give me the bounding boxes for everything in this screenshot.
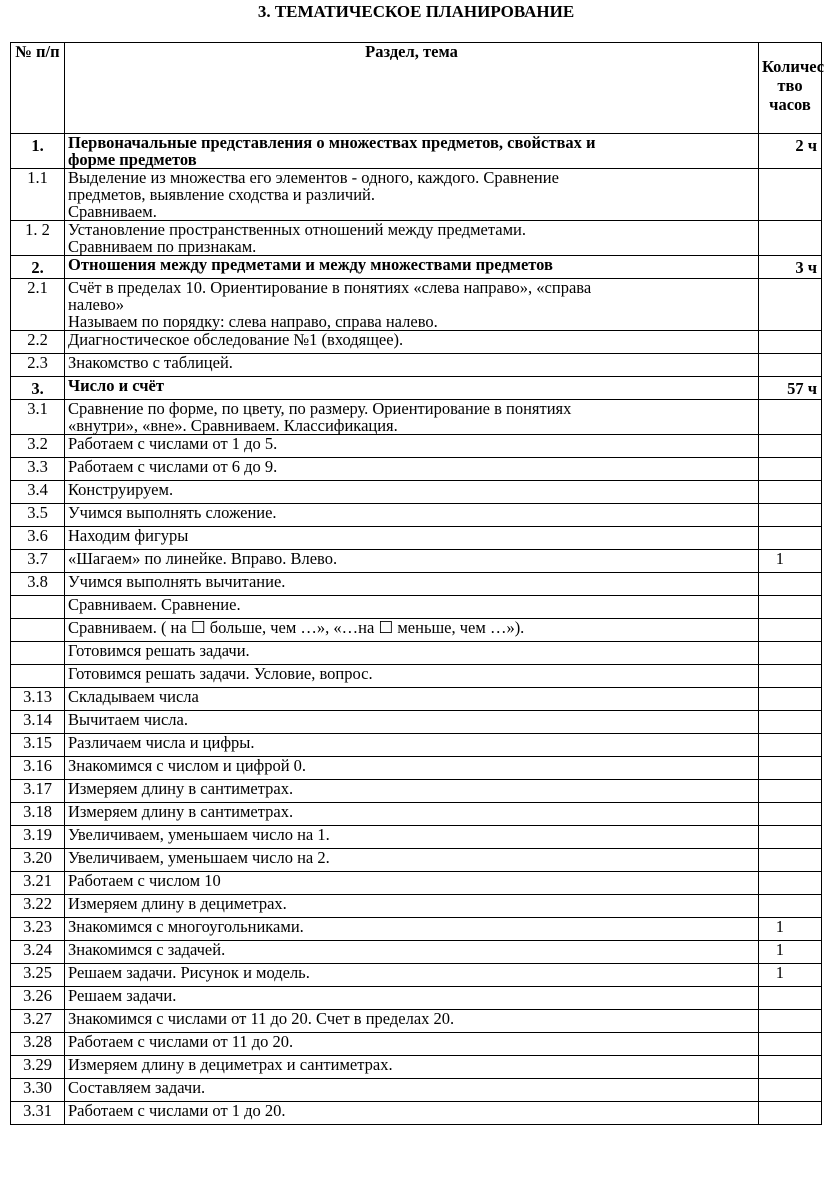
table-row (11, 941, 822, 964)
row-number: 1.1 (11, 169, 65, 221)
row-topic (65, 665, 759, 688)
row-hours (759, 331, 822, 354)
row-topic (65, 481, 759, 504)
row-hours (759, 803, 822, 826)
row-number: 3.28 (11, 1033, 65, 1056)
header-number-line: п/п (36, 42, 60, 61)
row-topic-line: Сравниваем по признакам. (68, 237, 257, 256)
row-hours (759, 1056, 822, 1079)
table-row (11, 987, 822, 1010)
row-hours (759, 734, 822, 757)
row-number: 3.6 (11, 527, 65, 550)
row-hours (759, 169, 822, 221)
row-topic-line: налево» (68, 295, 125, 314)
row-hours: 1 (759, 550, 822, 573)
row-topic-line: Отношения между предметами и между множествами предметов (68, 255, 553, 274)
row-topic-line: Счёт в пределах 10. Ориентирование в понятиях «слева направо», «справа (68, 278, 592, 297)
table-row (11, 1056, 822, 1079)
row-number: 3.30 (11, 1079, 65, 1102)
row-topic (65, 918, 759, 941)
row-number: 3.21 (11, 872, 65, 895)
row-topic (65, 279, 759, 331)
row-number: 3.31 (11, 1102, 65, 1125)
row-topic (65, 1102, 759, 1125)
row-hours (759, 1010, 822, 1033)
row-topic-line: Сравнение по форме, по цвету, по размеру. Ориентирование в понятиях (68, 399, 572, 418)
row-topic (65, 849, 759, 872)
row-number (11, 619, 65, 642)
row-topic-line: Работаем с числами от 1 до 5. (68, 434, 278, 453)
table-row (11, 573, 822, 596)
row-topic-line: Решаем задачи. (68, 986, 177, 1005)
row-number: 3.23 (11, 918, 65, 941)
row-number: 3.25 (11, 964, 65, 987)
row-hours: 57 ч (759, 377, 822, 400)
row-hours (759, 400, 822, 435)
row-topic-line: Сравниваем. (68, 202, 157, 221)
row-topic (65, 895, 759, 918)
table-row (11, 918, 822, 941)
row-topic (65, 400, 759, 435)
row-number: 3.4 (11, 481, 65, 504)
row-number: 3.16 (11, 757, 65, 780)
row-topic (65, 354, 759, 377)
row-hours (759, 711, 822, 734)
row-topic-line: Решаем задачи. Рисунок и модель. (68, 963, 310, 982)
table-row (11, 527, 822, 550)
row-topic (65, 1056, 759, 1079)
row-topic (65, 826, 759, 849)
row-number: 3.18 (11, 803, 65, 826)
header-hours-line: часов (769, 95, 811, 114)
row-topic (65, 527, 759, 550)
row-topic-line: Первоначальные представления о множествах предметов, свойствах и (68, 133, 596, 152)
row-topic (65, 872, 759, 895)
table-row (11, 1033, 822, 1056)
table-row (11, 279, 822, 331)
table-row (11, 550, 822, 573)
row-hours (759, 596, 822, 619)
row-topic-line: Учимся выполнять вычитание. (68, 572, 286, 591)
row-number: 2. (11, 256, 65, 279)
table-row (11, 481, 822, 504)
row-number: 3.2 (11, 435, 65, 458)
row-hours (759, 1102, 822, 1125)
table-row (11, 688, 822, 711)
row-number: 3.1 (11, 400, 65, 435)
row-hours: 2 ч (759, 134, 822, 169)
table-row (11, 734, 822, 757)
row-hours (759, 481, 822, 504)
row-topic-line: Измеряем длину в дециметрах. (68, 894, 287, 913)
header-topic: Раздел, тема (65, 43, 759, 134)
table-row (11, 458, 822, 481)
section-row (11, 256, 822, 279)
row-topic-line: Находим фигуры (68, 526, 189, 545)
row-number: 3.15 (11, 734, 65, 757)
row-topic-line: Конструируем. (68, 480, 174, 499)
row-topic-line: Работаем с числами от 11 до 20. (68, 1032, 294, 1051)
row-number: 3.14 (11, 711, 65, 734)
row-topic (65, 1033, 759, 1056)
row-topic (65, 757, 759, 780)
row-hours (759, 221, 822, 256)
row-hours (759, 780, 822, 803)
row-hours (759, 826, 822, 849)
row-topic-line: Готовимся решать задачи. (68, 641, 250, 660)
row-topic-line: Складываем числа (68, 687, 199, 706)
row-number: 2.2 (11, 331, 65, 354)
table-row (11, 1079, 822, 1102)
row-topic (65, 619, 759, 642)
table-row (11, 169, 822, 221)
table-row (11, 665, 822, 688)
table-row (11, 895, 822, 918)
row-hours: 1 (759, 964, 822, 987)
row-number: 3.27 (11, 1010, 65, 1033)
row-number: 3.24 (11, 941, 65, 964)
row-topic (65, 688, 759, 711)
row-hours (759, 872, 822, 895)
row-hours (759, 987, 822, 1010)
row-topic-line: Готовимся решать задачи. Условие, вопрос. (68, 664, 373, 683)
row-hours (759, 642, 822, 665)
header-hours-line: тво (777, 76, 803, 95)
page-title: 3. ТЕМАТИЧЕСКОЕ ПЛАНИРОВАНИЕ (257, 2, 575, 21)
row-topic-line: Знакомимся с числом и цифрой 0. (68, 756, 307, 775)
table-row (11, 1010, 822, 1033)
row-topic (65, 504, 759, 527)
header-number (11, 43, 65, 134)
row-hours (759, 688, 822, 711)
row-topic (65, 803, 759, 826)
row-topic (65, 134, 759, 169)
row-number: 3.17 (11, 780, 65, 803)
row-topic-line: Вычитаем числа. (68, 710, 188, 729)
row-topic (65, 642, 759, 665)
table-row (11, 400, 822, 435)
row-number: 3.8 (11, 573, 65, 596)
table-row (11, 964, 822, 987)
row-topic (65, 1010, 759, 1033)
row-topic-line: «Шагаем» по линейке. Вправо. Влево. (68, 549, 338, 568)
row-topic (65, 169, 759, 221)
row-hours: 1 (759, 918, 822, 941)
row-topic (65, 987, 759, 1010)
row-topic-line: Сравниваем. ( на ☐ больше, чем …», «…на ☐ меньше, чем …»). (68, 618, 525, 637)
row-number: 3. (11, 377, 65, 400)
row-hours (759, 573, 822, 596)
row-topic-line: Работаем с числами от 6 до 9. (68, 457, 278, 476)
header-number-line: № (15, 42, 32, 61)
row-topic (65, 377, 759, 400)
row-number: 2.1 (11, 279, 65, 331)
row-topic-line: Знакомимся с числами от 11 до 20. Счет в пределах 20. (68, 1009, 455, 1028)
row-topic (65, 550, 759, 573)
row-topic-line: Знакомимся с многоугольниками. (68, 917, 304, 936)
table-row (11, 435, 822, 458)
row-number: 1. (11, 134, 65, 169)
row-hours (759, 1033, 822, 1056)
row-topic (65, 221, 759, 256)
table-row (11, 642, 822, 665)
row-topic (65, 458, 759, 481)
section-row (11, 134, 822, 169)
row-hours (759, 1079, 822, 1102)
row-number: 3.5 (11, 504, 65, 527)
section-row (11, 377, 822, 400)
row-topic-line: Увеличиваем, уменьшаем число на 1. (68, 825, 330, 844)
row-topic (65, 941, 759, 964)
row-topic-line: «внутри», «вне». Сравниваем. Классификация. (68, 416, 398, 435)
row-topic (65, 435, 759, 458)
row-topic-line: форме предметов (68, 150, 197, 169)
row-topic-line: Выделение из множества его элементов - одного, каждого. Сравнение (68, 168, 559, 187)
header-hours (759, 43, 822, 134)
row-number (11, 665, 65, 688)
table-row (11, 803, 822, 826)
row-topic-line: предметов, выявление сходства и различий. (68, 185, 375, 204)
row-topic-line: Составляем задачи. (68, 1078, 206, 1097)
header-hours-line: Количес (762, 57, 824, 76)
table-body (11, 134, 822, 1125)
row-hours: 3 ч (759, 256, 822, 279)
row-hours (759, 895, 822, 918)
row-hours: 1 (759, 941, 822, 964)
row-topic (65, 596, 759, 619)
row-topic-line: Работаем с числами от 1 до 20. (68, 1101, 286, 1120)
row-number: 3.20 (11, 849, 65, 872)
row-topic-line: Учимся выполнять сложение. (68, 503, 277, 522)
planning-table (10, 42, 822, 1125)
table-row (11, 826, 822, 849)
row-hours (759, 504, 822, 527)
row-topic (65, 1079, 759, 1102)
row-number (11, 642, 65, 665)
row-topic-line: Знакомимся с задачей. (68, 940, 226, 959)
row-number: 3.3 (11, 458, 65, 481)
row-hours (759, 849, 822, 872)
row-topic-line: Называем по порядку: слева направо, справа налево. (68, 312, 438, 331)
row-number: 2.3 (11, 354, 65, 377)
table-row (11, 619, 822, 642)
row-topic-line: Измеряем длину в сантиметрах. (68, 779, 294, 798)
row-hours (759, 665, 822, 688)
row-topic-line: Увеличиваем, уменьшаем число на 2. (68, 848, 330, 867)
table-row (11, 872, 822, 895)
table-row (11, 354, 822, 377)
row-topic-line: Установление пространственных отношений между предметами. (68, 220, 527, 239)
row-number: 3.19 (11, 826, 65, 849)
row-topic-line: Число и счёт (68, 376, 164, 395)
table-row (11, 1102, 822, 1125)
row-number: 3.26 (11, 987, 65, 1010)
row-topic-line: Работаем с числом 10 (68, 871, 221, 890)
table-row (11, 849, 822, 872)
row-topic (65, 964, 759, 987)
row-number (11, 596, 65, 619)
row-hours (759, 527, 822, 550)
row-topic-line: Диагностическое обследование №1 (входящее). (68, 330, 404, 349)
row-topic-line: Сравниваем. Сравнение. (68, 595, 241, 614)
row-number: 3.22 (11, 895, 65, 918)
table-row (11, 596, 822, 619)
row-topic-line: Измеряем длину в сантиметрах. (68, 802, 294, 821)
row-hours (759, 619, 822, 642)
table-row (11, 711, 822, 734)
table-row (11, 780, 822, 803)
row-number: 1. 2 (11, 221, 65, 256)
row-hours (759, 458, 822, 481)
row-topic (65, 573, 759, 596)
table-row (11, 504, 822, 527)
row-topic-line: Знакомство с таблицей. (68, 353, 233, 372)
row-topic (65, 331, 759, 354)
row-topic-line: Различаем числа и цифры. (68, 733, 255, 752)
row-number: 3.7 (11, 550, 65, 573)
row-number: 3.29 (11, 1056, 65, 1079)
row-hours (759, 757, 822, 780)
table-row (11, 221, 822, 256)
row-hours (759, 435, 822, 458)
row-hours (759, 279, 822, 331)
row-topic (65, 711, 759, 734)
row-topic-line: Измеряем длину в дециметрах и сантиметрах. (68, 1055, 393, 1074)
row-hours (759, 354, 822, 377)
table-header-row (11, 43, 822, 134)
row-topic (65, 780, 759, 803)
row-number: 3.13 (11, 688, 65, 711)
table-row (11, 331, 822, 354)
table-row (11, 757, 822, 780)
row-topic (65, 256, 759, 279)
row-topic (65, 734, 759, 757)
